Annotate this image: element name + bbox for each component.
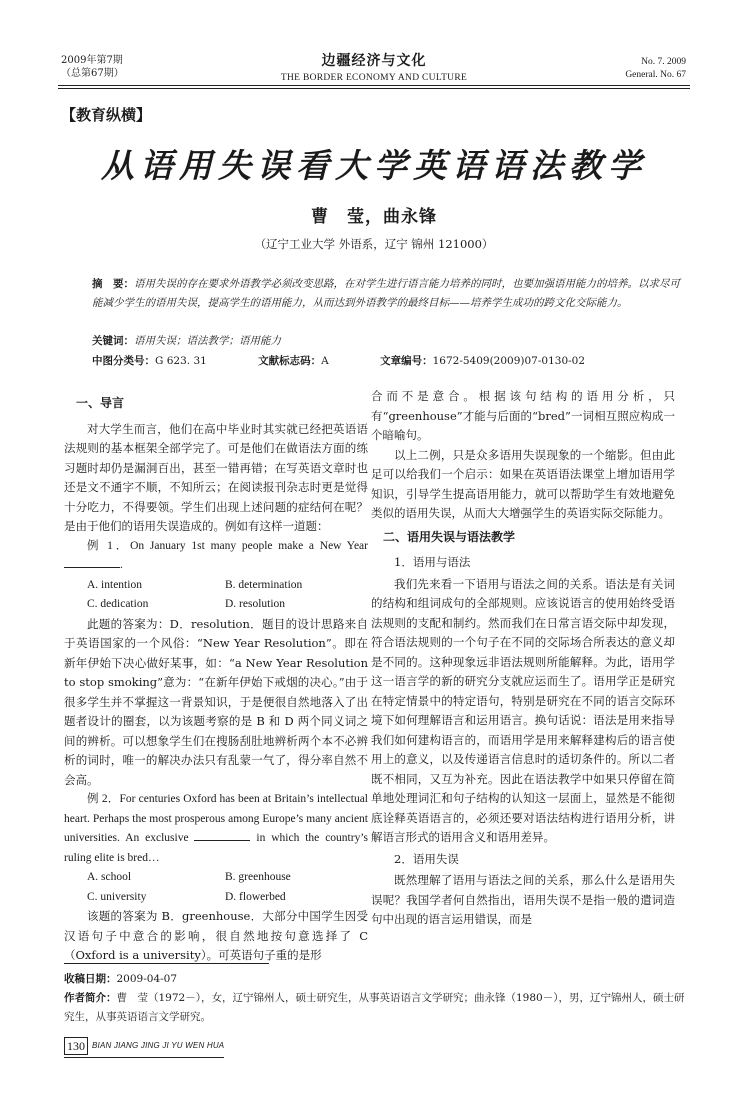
total-issue-en: General. No. 67 — [625, 70, 686, 80]
subheading-pragmatic-failure: 2．语用失误 — [394, 851, 459, 866]
paragraph: 以上二例，只是众多语用失误现象的一个缩影。但由此足可以给我们一个启示：如果在英语语法课堂上增加语用学知识，引导学生提高语用能力，就可以帮助学生有效地避免类似的语用失误，从而大大增强学生的英语实际交际能力。 — [371, 447, 675, 520]
option: D. resolution — [225, 598, 286, 610]
issue-number-en: No. 7. 2009 — [641, 57, 686, 67]
journal-name-en: THE BORDER ECONOMY AND CULTURE — [280, 73, 468, 83]
issue-info-en — [625, 56, 686, 82]
paragraph: 合而不是意合。根据该句结构的语用分析，只有“greenhouse”才能与后面的“bred”一词相互照应构成一个暗喻句。 — [371, 389, 675, 442]
clc-label: 中图分类号： — [92, 355, 155, 367]
affiliation: （辽宁工业大学 外语系，辽宁 锦州 121000） — [254, 237, 494, 251]
paragraph: 此题的答案为：D．resolution．题目的设计思路来自于英语国家的一个风俗：“New Year Resolution”。即在新年伊始下决心做好某事，如：“a New Year Resolution to stop smoking”意为：“在新年伊始下戒烟的决心。”由于很多学生并不掌握这一背景知识，于是便很自然地落入了出题者设计的圈套，以为该题考察的是 B 和 D 两个同义词之间的辨析。可以想象学生们在搜肠刮肚地辨析两个本不必辨析的词时，唯一的解决办法只有乱蒙一气了，得分率自然不会高。 — [64, 616, 368, 787]
header-rule — [58, 85, 690, 86]
running-footer: BIAN JIANG JING JI YU WEN HUA — [92, 1041, 225, 1050]
section-tag: 【教育纵横】 — [61, 106, 152, 124]
authors: 曹 莹，曲永锋 — [311, 207, 437, 227]
author-bio: 作者简介：曹 莹（1972－），女，辽宁锦州人，硕士研究生，从事英语语言文学研究；曲永锋（1980－），男，辽宁锦州人，硕士研究生，从事英语语言文学研究。 — [64, 992, 685, 1023]
right-column — [371, 387, 675, 930]
paragraph: 我们先来看一下语用与语法之间的关系。语法是有关词的结构和组词成句的全部规则。应该说语言的使用始终受语法规则的支配和制约。然而我们在日常言语交际中却发现，符合语法规则的一个句子在不同的交际场合所表达的意义却是不同的。这种现象远非语法规则所能解释。为此，语用学这一语言学的新的研究分支就应运而生了。语用学正是研究在特定情景中的特定语句，特别是研究在不同的语言交际环境下如何理解语言和运用语言。换句话说：语法是用来指导我们如何建构语言的，而语用学是用来解释建构后的语言使用上的意义，以及传递语言信息时的适切条件的。所以二者既不相同，又互为补充。因此在语法教学中如果只停留在简单地处理词汇和句子结构的认知这一层面上，显然是不能彻底诠释英语语言的，必须还要对语法结构进行语用分析，讲解语言形式的语用含义和语用差异。 — [371, 576, 675, 844]
issue-number-cn: 2009年第7期 — [61, 55, 123, 66]
classification-meta — [92, 353, 633, 368]
article-title: 从语用失误看大学英语语法教学 — [101, 146, 647, 185]
keywords — [92, 333, 281, 348]
option: C. university — [87, 890, 147, 903]
heading-introduction: 一、导言 — [76, 396, 125, 410]
doc-code-value: A — [321, 355, 329, 367]
option: A. intention — [87, 578, 142, 591]
paragraph: 既然理解了语用与语法之间的关系，那么什么是语用失误呢？我国学者何自然指出，语用失误不是指一般的遣词造句中出现的语言运用错误，而是 — [371, 873, 675, 926]
option: D. flowerbed — [225, 890, 286, 903]
keywords-label: 关键词： — [92, 335, 134, 347]
heading-section-2: 二、语用失误与语法教学 — [383, 529, 516, 544]
abstract-text: 语用失误的存在要求外语教学必须改变思路，在对学生进行语言能力培养的同时，也要加强语用能力的培养。以求尽可能减少学生的语用失误，提高学生的语用能力，从而达到外语教学的最终目标——培养学生成功的跨文化交际能力。 — [92, 278, 680, 309]
article-number-value: 1672-5409(2009)07-0130-02 — [432, 355, 586, 367]
total-issue-cn: （总第67期） — [61, 68, 124, 79]
example-2-options — [64, 868, 368, 907]
abstract-label: 摘 要： — [92, 278, 134, 290]
page-number: 130 — [64, 1037, 88, 1055]
keywords-text: 语用失误；语法教学；语用能力 — [134, 335, 281, 347]
article-number-label: 文章编号： — [380, 355, 433, 367]
option: A. school — [87, 871, 132, 883]
paragraph: 该题的答案为 B．greenhouse．大部分中国学生因受汉语句子中意合的影响，很自然地按句意选择了 C（Oxford is a university）。可英语句子重的是形 — [64, 909, 368, 962]
doc-code-label: 文献标志码： — [258, 355, 322, 367]
option: B. determination — [225, 578, 303, 591]
received-date: 收稿日期：2009-04-07 — [64, 973, 178, 985]
option: C. dedication — [87, 598, 149, 610]
paragraph: 对大学生而言，他们在高中毕业时其实就已经把英语语法规则的基本框架全部学完了。可是他们在做语法方面的练习题时却仍是漏洞百出，甚至一错再错；在写英语文章时也还是文不通字不顺，不知所云；在阅读报刊杂志时更是觉得十分吃力，不得要领。学生们出现上述问题的症结何在呢？是由于他们的语用失误造成的。例如有这样一道题： — [64, 421, 368, 533]
left-column — [64, 390, 368, 966]
answer-blank — [64, 556, 120, 568]
example-1-options — [64, 576, 368, 615]
footer-rule — [64, 1057, 224, 1058]
abstract — [92, 275, 690, 313]
journal-name-cn: 边疆经济与文化 — [321, 53, 427, 69]
option: B. greenhouse — [225, 871, 291, 883]
footnote-rule — [64, 963, 269, 964]
clc-value: G 623. 31 — [155, 355, 207, 367]
footnote — [64, 970, 688, 1027]
header-rule-thin — [58, 88, 690, 89]
example-1: 例 1．On January 1st many people make a New Year . — [64, 537, 368, 576]
example-2: 例 2．For centuries Oxford has been at Britain’s intellectual heart. Perhaps the most prosperous among Europe’s many ancient universities. An exclusive in which the country’s ruling elite is bred… — [64, 793, 368, 864]
subheading-pragmatics-grammar: 1．语用与语法 — [394, 555, 471, 569]
answer-blank — [194, 829, 250, 841]
